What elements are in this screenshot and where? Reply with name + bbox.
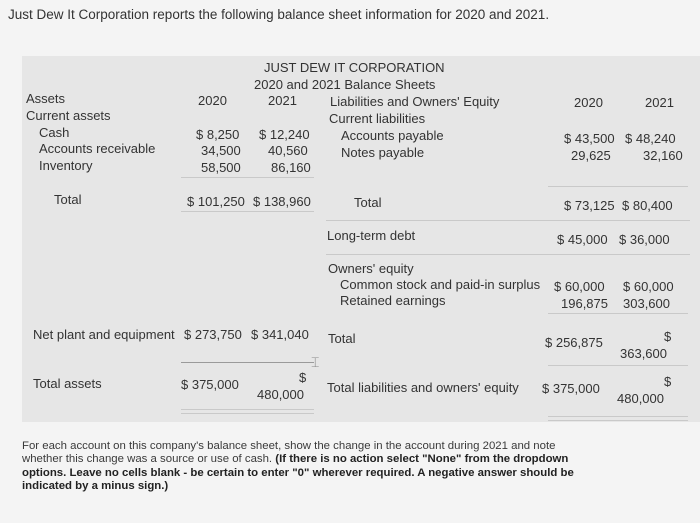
total-liabilities-equity-2021-sign: $ bbox=[664, 374, 672, 389]
divider bbox=[181, 413, 314, 414]
cash-2020: $ 8,250 bbox=[196, 127, 240, 142]
total-assets-2020: $ 375,000 bbox=[181, 377, 239, 392]
divider bbox=[326, 254, 690, 255]
total-liabilities-equity-2020: $ 375,000 bbox=[542, 381, 600, 396]
total-equity-label: Total bbox=[328, 331, 356, 346]
assets-year-2020: 2020 bbox=[198, 93, 227, 108]
total-current-assets-label: Total bbox=[54, 192, 82, 207]
inventory-label: Inventory bbox=[39, 158, 93, 173]
retained-earnings-2020: 196,875 bbox=[561, 296, 608, 311]
assets-year-2021: 2021 bbox=[268, 93, 297, 108]
accounts-payable-label: Accounts payable bbox=[341, 128, 444, 143]
divider bbox=[181, 409, 314, 410]
net-plant-2021: $ 341,040 bbox=[251, 327, 309, 342]
divider bbox=[326, 220, 690, 221]
total-current-assets-2021: $ 138,960 bbox=[253, 194, 311, 209]
notes-payable-2021: 32,160 bbox=[643, 148, 683, 163]
inventory-2021: 86,160 bbox=[271, 160, 311, 175]
divider bbox=[181, 362, 314, 363]
total-liabilities-equity-label: Total liabilities and owners' equity bbox=[327, 380, 519, 395]
long-term-debt-label: Long-term debt bbox=[327, 228, 416, 243]
cash-2021: $ 12,240 bbox=[259, 127, 310, 142]
total-assets-label: Total assets bbox=[33, 376, 102, 391]
common-stock-2020: $ 60,000 bbox=[554, 279, 605, 294]
total-assets-2021-sign: $ bbox=[299, 370, 307, 385]
notes-payable-2020: 29,625 bbox=[571, 148, 611, 163]
sheet-subtitle: 2020 and 2021 Balance Sheets bbox=[254, 77, 436, 92]
cash-label: Cash bbox=[39, 125, 70, 140]
inventory-2020: 58,500 bbox=[201, 160, 241, 175]
text-cursor-icon: ⌶ bbox=[311, 354, 320, 370]
divider bbox=[181, 211, 314, 212]
common-stock-label: Common stock and paid-in surplus bbox=[340, 277, 541, 292]
retained-earnings-2021: 303,600 bbox=[623, 296, 670, 311]
liabilities-header: Liabilities and Owners' Equity bbox=[330, 94, 500, 109]
total-current-liabilities-2020: $ 73,125 bbox=[564, 198, 615, 213]
divider bbox=[548, 186, 688, 187]
accounts-payable-2021: $ 48,240 bbox=[625, 131, 676, 146]
total-equity-2021-sign: $ bbox=[664, 329, 672, 344]
divider bbox=[548, 416, 688, 417]
notes-payable-label: Notes payable bbox=[341, 145, 425, 160]
accounts-receivable-label: Accounts receivable bbox=[39, 141, 156, 156]
liab-year-2021: 2021 bbox=[645, 95, 674, 110]
divider bbox=[181, 177, 314, 178]
current-liabilities-label: Current liabilities bbox=[329, 111, 426, 126]
intro-text: Just Dew It Corporation reports the following balance sheet information for 2020 and 2021. bbox=[8, 7, 550, 22]
net-plant-2020: $ 273,750 bbox=[184, 327, 242, 342]
accounts-payable-2020: $ 43,500 bbox=[564, 131, 615, 146]
instructions-text: For each account on this company's balance sheet, show the change in the account during 2021 and note whether this change was a source or use of cash. bbox=[22, 440, 556, 466]
owners-equity-label: Owners' equity bbox=[328, 261, 414, 276]
divider bbox=[548, 365, 688, 366]
net-plant-label: Net plant and equipment bbox=[33, 327, 175, 342]
liab-year-2020: 2020 bbox=[574, 95, 603, 110]
accounts-receivable-2020: 34,500 bbox=[201, 143, 241, 158]
total-current-liabilities-2021: $ 80,400 bbox=[622, 198, 673, 213]
total-equity-2020: $ 256,875 bbox=[545, 335, 603, 350]
long-term-debt-2021: $ 36,000 bbox=[619, 232, 670, 247]
long-term-debt-2020: $ 45,000 bbox=[557, 232, 608, 247]
assets-header: Assets bbox=[26, 91, 66, 106]
current-assets-label: Current assets bbox=[26, 108, 111, 123]
total-current-liabilities-label: Total bbox=[354, 195, 382, 210]
instructions bbox=[22, 440, 582, 494]
divider bbox=[548, 420, 688, 421]
accounts-receivable-2021: 40,560 bbox=[268, 143, 308, 158]
divider bbox=[548, 313, 688, 314]
total-liabilities-equity-2021: 480,000 bbox=[617, 391, 664, 406]
common-stock-2021: $ 60,000 bbox=[623, 279, 674, 294]
retained-earnings-label: Retained earnings bbox=[340, 293, 446, 308]
total-equity-2021: 363,600 bbox=[620, 346, 667, 361]
total-current-assets-2020: $ 101,250 bbox=[187, 194, 245, 209]
company-name: JUST DEW IT CORPORATION bbox=[264, 60, 445, 75]
instructions-bold: (If there is no action select "None" from the dropdown options. Leave no cells blank - be certain to enter "0" wherever required. A negative answer should be indicated by a minus sign.) bbox=[22, 453, 574, 493]
total-assets-2021: 480,000 bbox=[257, 387, 304, 402]
